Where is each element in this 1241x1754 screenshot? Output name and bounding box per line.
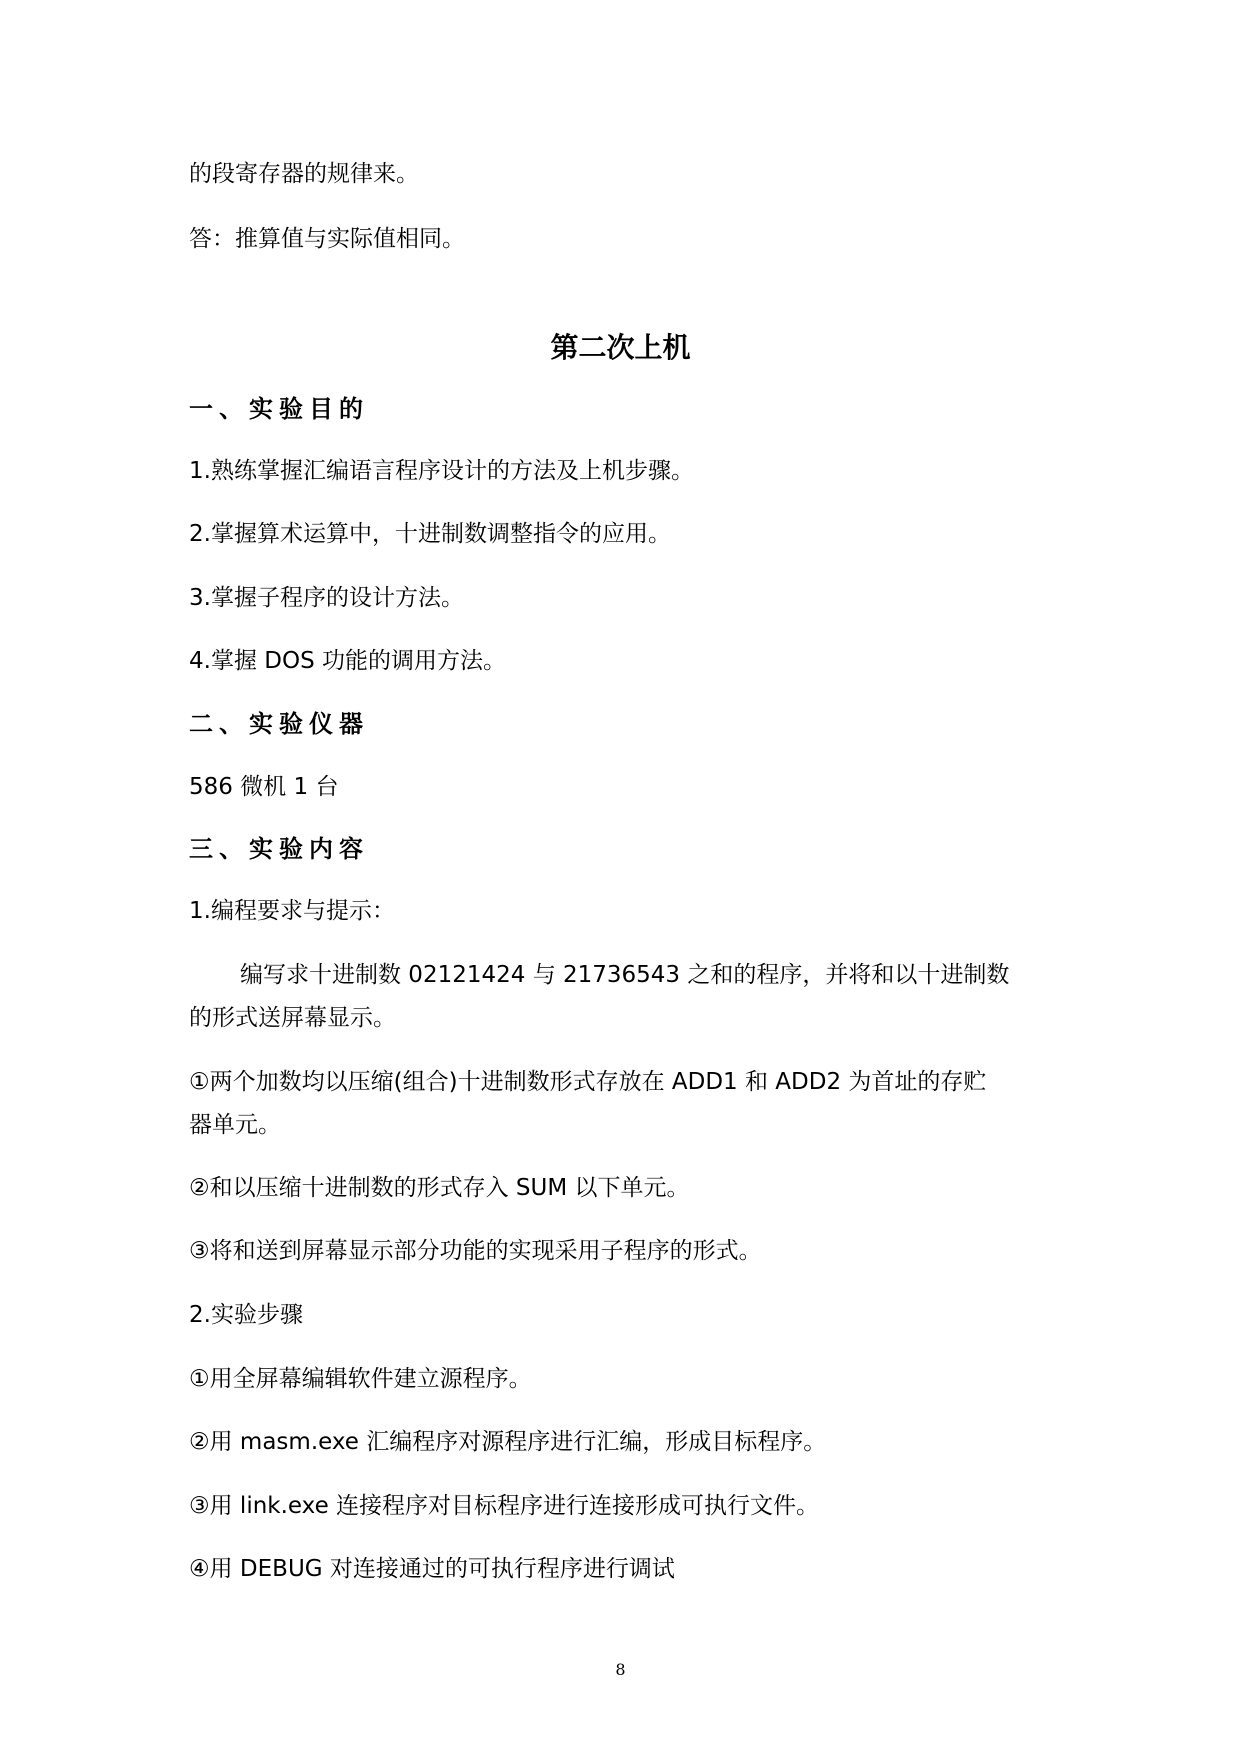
objective-item: 3.掌握子程序的设计方法。 [189, 585, 464, 611]
page-number: 8 [615, 1660, 626, 1679]
step-item: ①用全屏幕编辑软件建立源程序。 [189, 1366, 532, 1392]
requirement-item: ①两个加数均以压缩(组合)十进制数形式存放在 ADD1 和 ADD2 为首址的存贮 [189, 1069, 987, 1095]
requirement-item: ③将和送到屏幕显示部分功能的实现采用子程序的形式。 [189, 1238, 762, 1264]
objective-heading: 一、实验目的 [189, 395, 369, 423]
programming-paragraph-line: 的形式送屏幕显示。 [189, 1005, 396, 1031]
section-title: 第二次上机 [550, 331, 691, 364]
requirement-item: ②和以压缩十进制数的形式存入 SUM 以下单元。 [189, 1175, 690, 1201]
requirement-item-continued: 器单元。 [189, 1112, 281, 1138]
programming-label: 1.编程要求与提示： [189, 898, 395, 924]
answer-line: 答：推算值与实际值相同。 [189, 226, 465, 252]
objective-item: 2.掌握算术运算中，十进制数调整指令的应用。 [189, 521, 671, 547]
objective-item: 1.熟练掌握汇编语言程序设计的方法及上机步骤。 [189, 458, 694, 484]
steps-label: 2.实验步骤 [189, 1302, 303, 1328]
step-item: ②用 masm.exe 汇编程序对源程序进行汇编，形成目标程序。 [189, 1429, 827, 1455]
instrument-text: 586 微机 1 台 [189, 774, 339, 800]
content-heading: 三、实验内容 [189, 835, 369, 863]
step-item: ③用 link.exe 连接程序对目标程序进行连接形成可执行文件。 [189, 1493, 820, 1519]
programming-paragraph-line: 编写求十进制数 02121424 与 21736543 之和的程序，并将和以十进制数 [240, 962, 1010, 988]
step-item: ④用 DEBUG 对连接通过的可执行程序进行调试 [189, 1556, 675, 1582]
objective-item: 4.掌握 DOS 功能的调用方法。 [189, 648, 506, 674]
intro-line: 的段寄存器的规律来。 [189, 161, 419, 187]
instrument-heading: 二、实验仪器 [189, 710, 369, 738]
